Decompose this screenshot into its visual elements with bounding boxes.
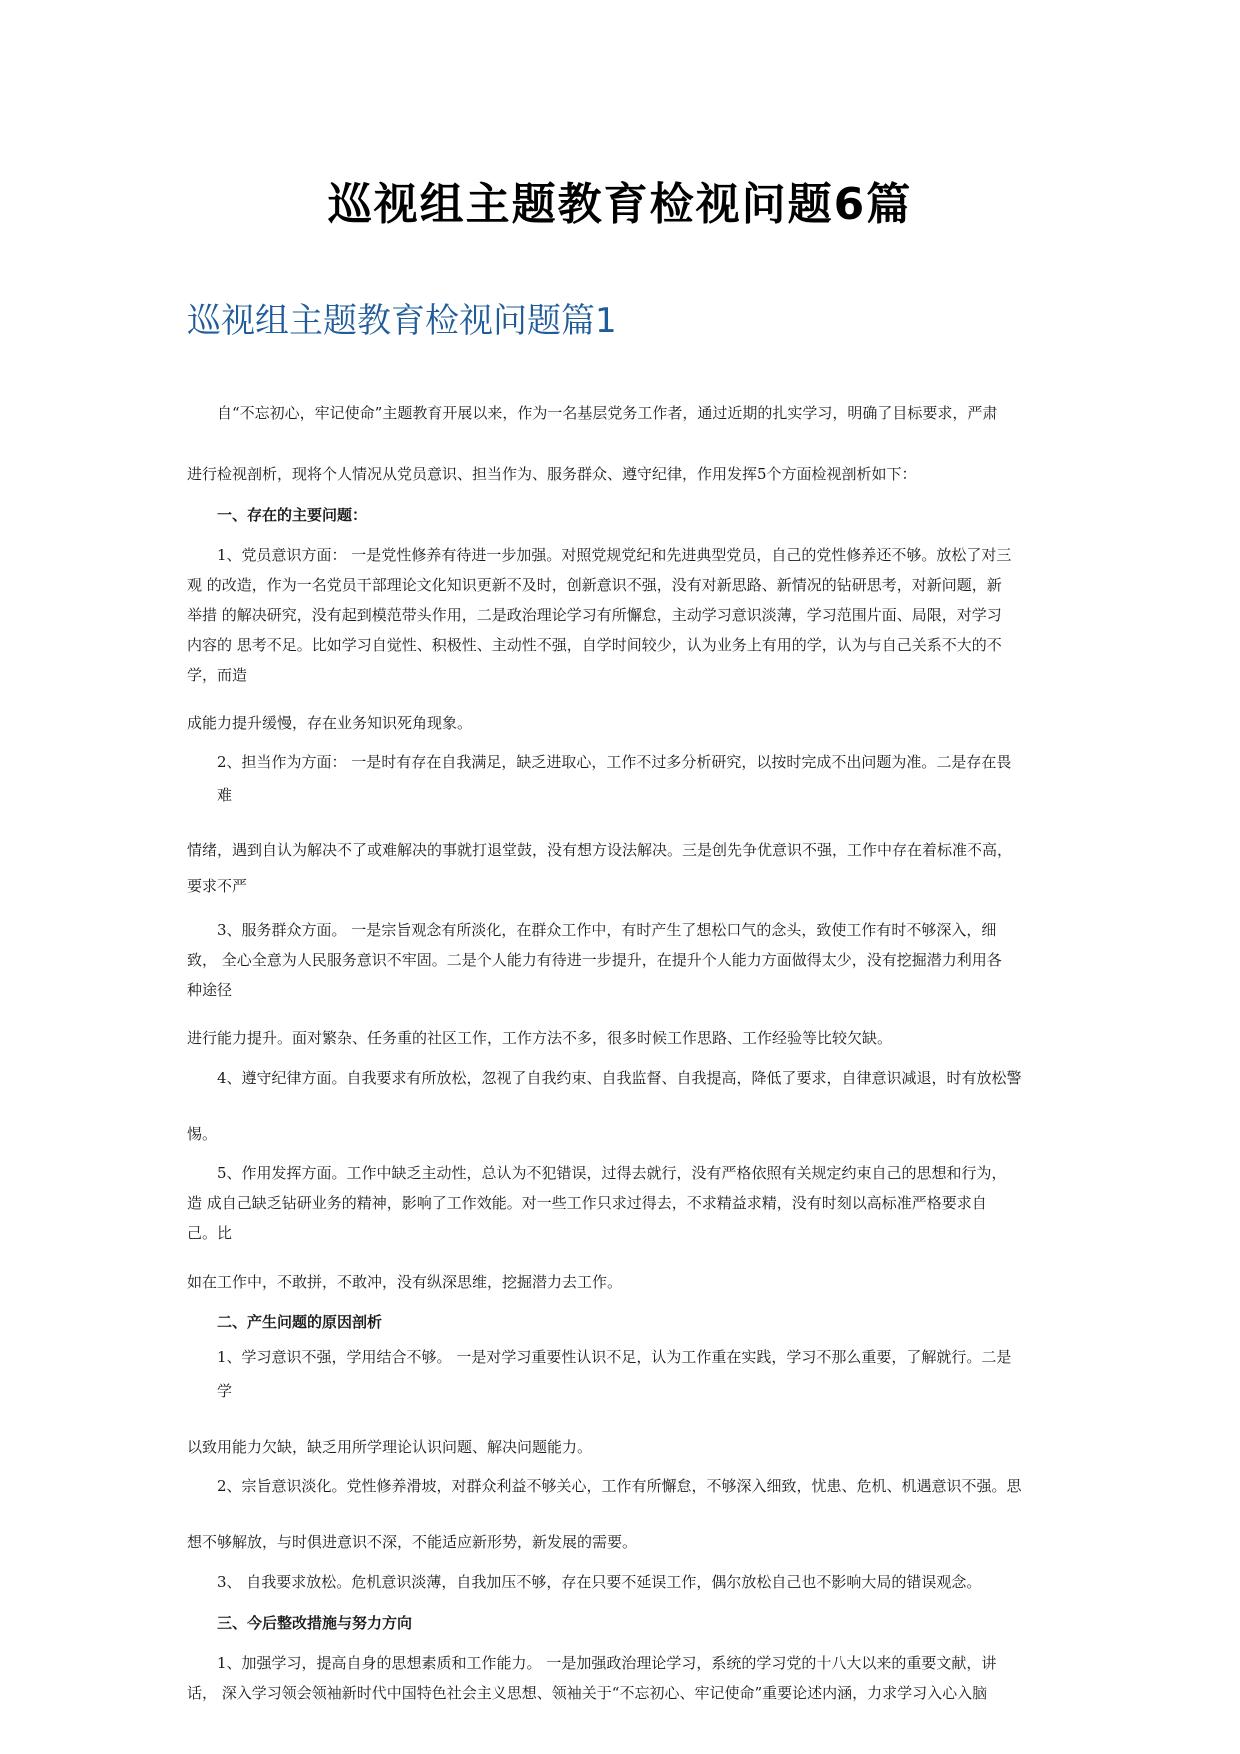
paragraph-line: 举措 的解决研究，没有起到模范带头作用，二是政治理论学习有所懈怠，主动学习意识淡薄，学习范围片面、局限，对学习 — [187, 606, 1002, 624]
paragraph-line: 自“不忘初心，牢记使命”主题教育开展以来，作为一名基层党务工作者，通过近期的扎实学习，明确了目标要求，严肃 — [217, 404, 998, 422]
paragraph-line: 3、服务群众方面。 一是宗旨观念有所淡化，在群众工作中，有时产生了想松口气的念头，致使工作有时不够深入，细 — [217, 921, 997, 939]
paragraph-line: 进行能力提升。面对繁杂、任务重的社区工作，工作方法不多，很多时候工作思路、工作经验等比较欠缺。 — [187, 1029, 893, 1047]
document-title: 巡视组主题教育检视问题6篇 — [327, 179, 913, 230]
paragraph-line: 学，而造 — [187, 666, 248, 684]
paragraph-line: 学 — [217, 1382, 233, 1400]
paragraph-line: 内容的 思考不足。比如学习自觉性、积极性、主动性不强，自学时间较少，认为业务上有用的学，认为与自己关系不大的不 — [187, 636, 1002, 654]
subheading: 二、产生问题的原因剖析 — [217, 1313, 383, 1331]
paragraph-line: 1、学习意识不强，学用结合不够。 一是对学习重要性认识不足，认为工作重在实践，学习不那么重要，了解就行。二是 — [217, 1348, 1012, 1366]
paragraph-line: 以致用能力欠缺，缺乏用所学理论认识问题、解决问题能力。 — [187, 1438, 593, 1456]
paragraph-line: 己。比 — [187, 1224, 233, 1242]
paragraph-line: 观 的改造，作为一名党员干部理论文化知识更新不及时，创新意识不强，没有对新思路、新情况的钻研思考，对新问题，新 — [187, 576, 1002, 594]
subheading: 三、今后整改措施与努力方向 — [217, 1614, 413, 1632]
paragraph-line: 要求不严 — [187, 877, 248, 895]
paragraph-line: 进行检视剖析，现将个人情况从党员意识、担当作为、服务群众、遵守纪律，作用发挥5个方面检视剖析如下： — [187, 465, 917, 483]
section-heading: 巡视组主题教育检视问题篇1 — [187, 301, 617, 341]
paragraph-line: 1、党员意识方面： 一是党性修养有待进一步加强。对照党规党纪和先进典型党员，自己的党性修养还不够。放松了对三 — [217, 546, 1012, 564]
subheading: 一、存在的主要问题： — [217, 506, 368, 524]
paragraph-line: 2、担当作为方面： 一是时有存在自我满足，缺乏进取心，工作不过多分析研究，以按时完成不出问题为准。二是存在畏 — [217, 753, 1012, 771]
paragraph-line: 1、加强学习，提高自身的思想素质和工作能力。 一是加强政治理论学习，系统的学习党的十八大以来的重要文献，讲 — [217, 1654, 997, 1672]
paragraph-line: 想不够解放，与时俱进意识不深，不能适应新形势，新发展的需要。 — [187, 1533, 638, 1551]
paragraph-line: 2、宗旨意识淡化。党性修养滑坡，对群众利益不够关心，工作有所懈怠，不够深入细致，忧患、危机、机遇意识不强。思 — [217, 1477, 1022, 1495]
paragraph-line: 惕。 — [187, 1125, 218, 1143]
paragraph-line: 话， 深入学习领会领袖新时代中国特色社会主义思想、领袖关于“不忘初心、牢记使命”重要论述内涵，力求学习入心入脑 — [187, 1684, 988, 1702]
paragraph-line: 情绪，遇到自认为解决不了或难解决的事就打退堂鼓，没有想方设法解决。三是创先争优意识不强，工作中存在着标准不高， — [187, 841, 1013, 859]
paragraph-line: 5、作用发挥方面。工作中缺乏主动性，总认为不犯错误，过得去就行，没有严格依照有关规定约束自己的思想和行为， — [217, 1164, 1007, 1182]
paragraph-line: 3、 自我要求放松。危机意识淡薄，自我加压不够，存在只要不延误工作，偶尔放松自己也不影响大局的错误观念。 — [217, 1573, 982, 1591]
paragraph-line: 致， 全心全意为人民服务意识不牢固。二是个人能力有待进一步提升，在提升个人能力方面做得太少，没有挖掘潜力利用各 — [187, 951, 1002, 969]
paragraph-line: 难 — [217, 786, 233, 804]
paragraph-line: 种途径 — [187, 981, 233, 999]
paragraph-line: 造 成自己缺乏钻研业务的精神，影响了工作效能。对一些工作只求过得去，不求精益求精，没有时刻以高标准严格要求自 — [187, 1194, 987, 1212]
paragraph-line: 成能力提升缓慢，存在业务知识死角现象。 — [187, 714, 473, 732]
paragraph-line: 4、遵守纪律方面。自我要求有所放松，忽视了自我约束、自我监督、自我提高，降低了要求，自律意识减退，时有放松警 — [217, 1069, 1022, 1087]
paragraph-line: 如在工作中，不敢拼，不敢冲，没有纵深思维，挖掘潜力去工作。 — [187, 1273, 623, 1291]
